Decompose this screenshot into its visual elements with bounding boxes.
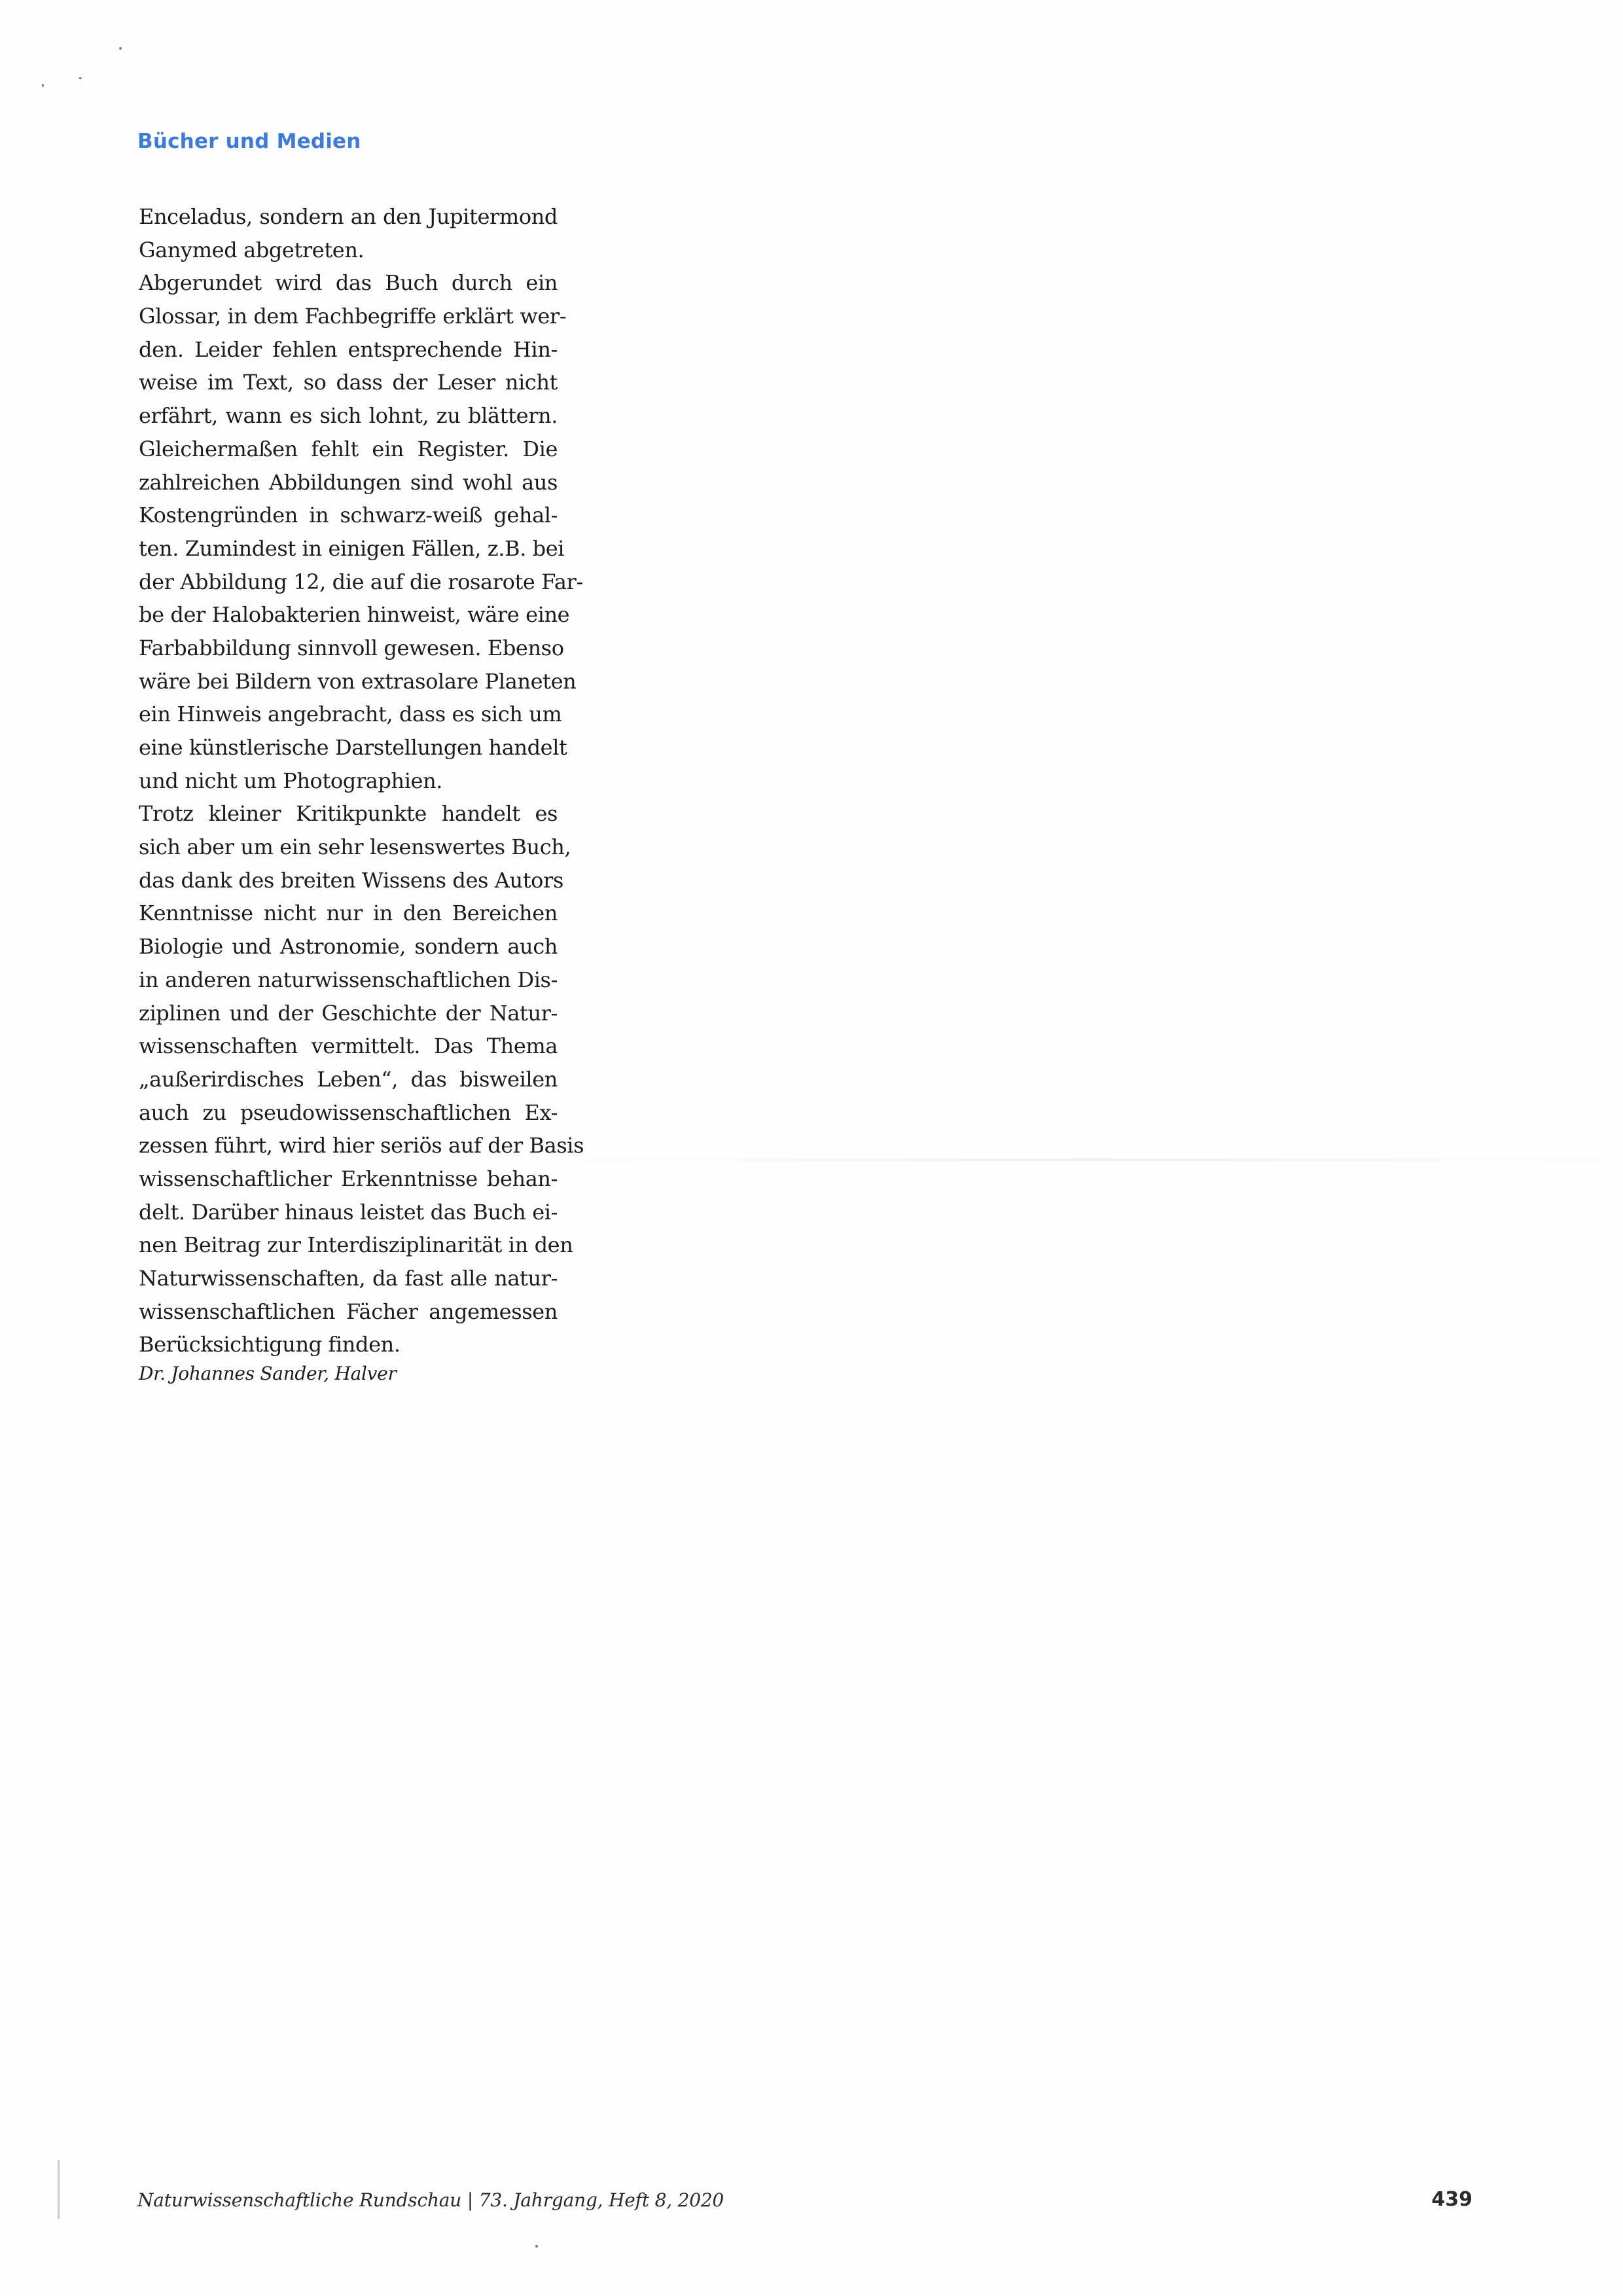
text-line: nen Beitrag zur Interdisziplinarität in den bbox=[139, 1232, 573, 1258]
text-line: Trotz kleiner Kritikpunkte handelt es bbox=[139, 801, 558, 827]
scan-speck bbox=[119, 47, 122, 50]
text-line: be der Halobakterien hinweist, wäre eine bbox=[139, 602, 570, 628]
text-line: ziplinen und der Geschichte der Natur- bbox=[139, 1000, 558, 1026]
author-signature: Dr. Johannes Sander, Halver bbox=[139, 1363, 397, 1385]
text-line: weise im Text, so dass der Leser nicht bbox=[139, 370, 558, 395]
text-line: wissenschaftlicher Erkenntnisse behan- bbox=[139, 1166, 558, 1191]
article-text-column bbox=[139, 200, 584, 1385]
text-line: auch zu pseudowissenschaftlichen Ex- bbox=[139, 1100, 558, 1125]
text-line: eine künstlerische Darstellungen handelt bbox=[139, 735, 567, 760]
scan-edge-mark bbox=[58, 2160, 60, 2219]
text-line: in anderen naturwissenschaftlichen Dis- bbox=[139, 967, 558, 992]
text-line: Glossar, in dem Fachbegriffe erklärt wer- bbox=[139, 304, 567, 329]
text-line: den. Leider fehlen entsprechende Hin- bbox=[139, 336, 558, 362]
text-line: wäre bei Bildern von extrasolare Planeten bbox=[139, 668, 577, 694]
text-line: Berücksichtigung finden. bbox=[139, 1332, 401, 1357]
text-line: zessen führt, wird hier seriös auf der Basis bbox=[139, 1133, 584, 1158]
page-number: 439 bbox=[1431, 2188, 1472, 2211]
text-line: und nicht um Photographien. bbox=[139, 768, 443, 793]
text-line: wissenschaften vermittelt. Das Thema bbox=[139, 1033, 558, 1059]
text-line: „außerirdisches Leben“, das bisweilen bbox=[139, 1066, 558, 1092]
text-line: Farbabbildung sinnvoll gewesen. Ebenso bbox=[139, 635, 564, 660]
text-line: Biologie und Astronomie, sondern auch bbox=[139, 934, 558, 960]
scan-speck bbox=[79, 77, 82, 79]
page-fold-shadow bbox=[563, 1158, 1623, 1161]
text-line: der Abbildung 12, die auf die rosarote Far- bbox=[139, 569, 583, 594]
text-line: Kostengründen in schwarz-weiß gehal- bbox=[139, 503, 558, 528]
text-line: delt. Darüber hinaus leistet das Buch ei- bbox=[139, 1199, 558, 1225]
text-line: Naturwissenschaften, da fast alle natur- bbox=[139, 1266, 558, 1291]
scan-speck bbox=[535, 2245, 538, 2248]
scan-speck bbox=[42, 84, 44, 87]
text-line: ein Hinweis angebracht, dass es sich um bbox=[139, 702, 562, 727]
text-line: wissenschaftlichen Fächer angemessen bbox=[139, 1299, 558, 1324]
text-line: Kenntnisse nicht nur in den Bereichen bbox=[139, 901, 558, 926]
text-line: erfährt, wann es sich lohnt, zu blättern. bbox=[139, 403, 558, 429]
text-line: Ganymed abgetreten. bbox=[139, 237, 365, 262]
text-line: Enceladus, sondern an den Jupitermond bbox=[139, 204, 558, 229]
footer-journal-citation: Naturwissenschaftliche Rundschau | 73. Jahrgang, Heft 8, 2020 bbox=[137, 2189, 724, 2211]
section-header: Bücher und Medien bbox=[137, 130, 361, 153]
text-line: Abgerundet wird das Buch durch ein bbox=[139, 270, 558, 296]
text-line: das dank des breiten Wissens des Autors bbox=[139, 867, 563, 893]
text-line: Gleichermaßen fehlt ein Register. Die bbox=[139, 436, 558, 461]
text-line: zahlreichen Abbildungen sind wohl aus bbox=[139, 469, 558, 495]
text-line: ten. Zumindest in einigen Fällen, z.B. bei bbox=[139, 535, 565, 561]
text-line: sich aber um ein sehr lesenswertes Buch, bbox=[139, 834, 571, 860]
